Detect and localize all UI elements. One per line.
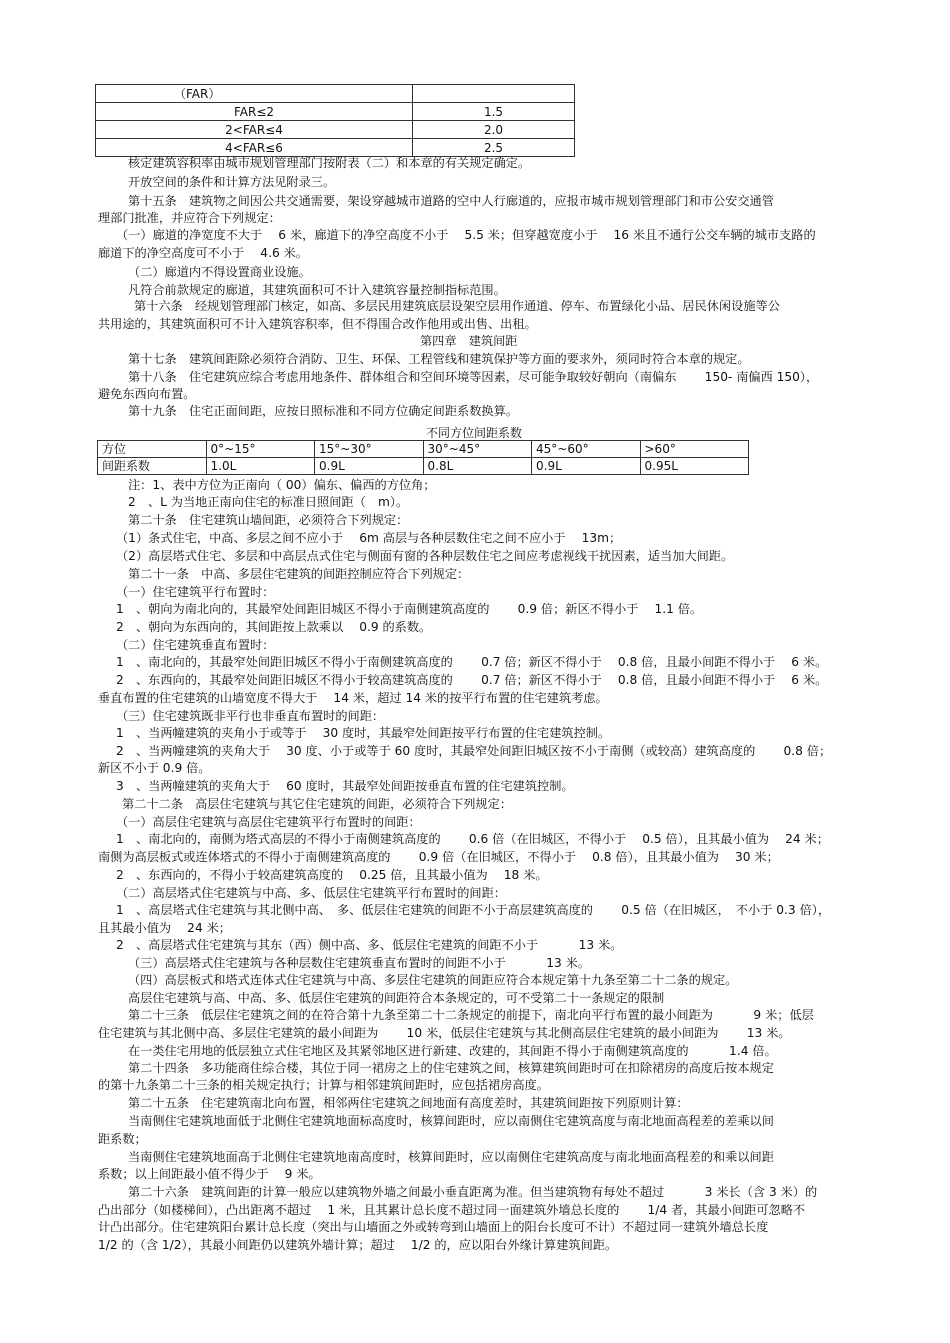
paragraph-line: 2 、东西向的，不得小于较高建筑高度的 0.25 倍，且其最小值为 18 米。	[116, 868, 548, 882]
value-cell: 1.5	[413, 103, 575, 121]
table-cell: 1.0L	[206, 458, 315, 475]
paragraph-line: （一）住宅建筑平行布置时：	[116, 585, 275, 599]
paragraph-line: 1/2 的（含 1/2），其最小间距仍以建筑外墙计算；超过 1/2 的，应以阳台外缘计算建筑间距。	[98, 1238, 618, 1252]
paragraph-line: 第二十条 住宅建筑山墙间距，必须符合下列规定：	[128, 513, 409, 527]
paragraph-line: 2 、东西向的，其最窄处间距旧城区不得小于较高建筑高度的 0.7 倍；新区不得小于 0.8 倍，且最小间距不得小于 6 米。	[116, 673, 828, 687]
paragraph-line: 系数；以上间距最小值不得少于 9 米。	[98, 1167, 321, 1181]
paragraph-line: 第十七条 建筑间距除必须符合消防、卫生、环保、工程管线和建筑保护等方面的要求外，须同时符合本章的规定。	[128, 352, 750, 366]
paragraph-line: 第十八条 住宅建筑应综合考虑用地条件、群体组合和空间环境等因素，尽可能争取较好朝向（南偏东 150- 南偏西 150），	[128, 370, 819, 384]
paragraph-line: 共用途的，其建筑面积可不计入建筑容积率，但不得围合改作他用或出售、出租。	[98, 317, 537, 331]
paragraph-line: 第二十一条 中高、多层住宅建筑的间距控制应符合下列规定：	[128, 567, 470, 581]
paragraph-line: 理部门批准，并应符合下列规定：	[98, 211, 281, 225]
paragraph-line: 第十五条 建筑物之间因公共交通需要，架设穿越城市道路的空中人行廊道的，应报市城市规划管理部门和市公安交通管	[128, 194, 774, 208]
paragraph-line: 凸出部分（如楼梯间），凸出距离不超过 1 米，且其累计总长度不超过同一面建筑外墙总长度的 1/4 者，其最小间距可忽略不	[98, 1203, 806, 1217]
table-row	[96, 85, 575, 103]
table-cell: 0°~15°	[206, 441, 315, 458]
paragraph-line: （二）廊道内不得设置商业设施。	[128, 265, 311, 279]
paragraph-line: 1 、朝向为南北向的，其最窄处间距旧城区不得小于南侧建筑高度的 0.9 倍；新区不得小于 1.1 倍。	[116, 602, 703, 616]
far-table	[95, 84, 575, 157]
paragraph-line: 1 、南北向的，南侧为塔式高层的不得小于南侧建筑高度的 0.6 倍（在旧城区，不得小于 0.5 倍），且其最小值为 24 米；	[116, 832, 829, 846]
table-row	[96, 103, 575, 121]
paragraph-line: （2）高层塔式住宅、多层和中高层点式住宅与侧面有窗的各种层数住宅之间应考虑视线干扰因素，适当加大间距。	[116, 549, 734, 563]
table-cell: 15°~30°	[315, 441, 424, 458]
table-title: 不同方位间距系数	[426, 426, 523, 440]
paragraph-line: 注：1、表中方位为正南向（ 00）偏东、偏西的方位角；	[128, 478, 436, 492]
far-cell: 2<FAR≤4	[96, 121, 413, 139]
paragraph-line: 第十六条 经规划管理部门核定，如高、多层民用建筑底层设架空层用作通道、停车、布置绿化小品、居民休闲设施等公	[134, 299, 780, 313]
far-cell: FAR≤2	[96, 103, 413, 121]
paragraph-line: 住宅建筑与其北侧中高、多层住宅建筑的最小间距为 10 米，低层住宅建筑与其北侧高层住宅建筑的最小间距为 13 米。	[98, 1026, 791, 1040]
table-row	[98, 458, 749, 475]
paragraph-line: 在一类住宅用地的低层独立式住宅地区及其紧邻地区进行新建、改建的，其间距不得小于南侧建筑高度的 1.4 倍。	[128, 1044, 777, 1058]
paragraph-line: 且其最小值为 24 米；	[98, 921, 231, 935]
paragraph-line: （1）条式住宅，中高、多层之间不应小于 6m 高层与各种层数住宅之间不应小于 13m；	[116, 531, 622, 545]
paragraph-line: 开放空间的条件和计算方法见附录三。	[128, 175, 336, 189]
paragraph-line: 2 、高层塔式住宅建筑与其东（西）侧中高、多、低层住宅建筑的间距不小于 13 米。	[116, 938, 623, 952]
table-cell: 30°~45°	[423, 441, 532, 458]
table-cell: 间距系数	[98, 458, 207, 475]
paragraph-line: 第二十三条 低层住宅建筑之间的在符合第十九条至第二十二条规定的前提下，南北向平行布置的最小间距为 9 米；低层	[128, 1008, 814, 1022]
table-cell: 0.9L	[532, 458, 641, 475]
paragraph-line: 2 、L 为当地正南向住宅的标准日照间距（ m）。	[128, 495, 409, 509]
paragraph-line: 距系数；	[98, 1132, 147, 1146]
table-cell: 0.9L	[315, 458, 424, 475]
value-cell: 2.0	[413, 121, 575, 139]
paragraph-line: （四）高层板式和塔式连体式住宅建筑与中高、多层住宅建筑的间距应符合本规定第十九条至第二十二条的规定。	[128, 973, 738, 987]
paragraph-line: 垂直布置的住宅建筑的山墙宽度不得大于 14 米，超过 14 米的按平行布置的住宅建筑考虑。	[98, 691, 608, 705]
paragraph-line: 凡符合前款规定的廊道，其建筑面积可不计入建筑容量控制指标范围。	[128, 283, 506, 297]
paragraph-line: 南侧为高层板式或连体塔式的不得小于南侧建筑高度的 0.9 倍（在旧城区，不得小于 0.8 倍），且其最小值为 30 米；	[98, 850, 779, 864]
paragraph-line: 1 、高层塔式住宅建筑与其北侧中高、 多、低层住宅建筑的间距不小于高层建筑高度的 0.5 倍（在旧城区， 不小于 0.3 倍），	[116, 903, 831, 917]
paragraph-line: 1 、当两幢建筑的夹角小于或等于 30 度时，其最窄处间距按平行布置的住宅建筑控制。	[116, 726, 611, 740]
paragraph-line: 1 、南北向的，其最窄处间距旧城区不得小于南侧建筑高度的 0.7 倍；新区不得小于 0.8 倍，且最小间距不得小于 6 米。	[116, 655, 828, 669]
paragraph-line: 新区不小于 0.9 倍。	[98, 761, 211, 775]
direction-table	[97, 440, 749, 475]
table-row	[98, 441, 749, 458]
paragraph-line: 第二十二条 高层住宅建筑与其它住宅建筑的间距，必须符合下列规定：	[122, 797, 512, 811]
value-cell: 2.5	[413, 139, 575, 157]
table-cell: >60°	[640, 441, 749, 458]
paragraph-line: 避免东西向布置。	[98, 387, 196, 401]
table-cell: 45°~60°	[532, 441, 641, 458]
paragraph-line: 2 、当两幢建筑的夹角大于 30 度、小于或等于 60 度时，其最窄处间距旧城区按不小于南侧（或较高）建筑高度的 0.8 倍；	[116, 744, 832, 758]
paragraph-line: （三）高层塔式住宅建筑与各种层数住宅建筑垂直布置时的间距不小于 13 米。	[128, 956, 591, 970]
paragraph-line: 第十九条 住宅正面间距，应按日照标准和不同方位确定间距系数换算。	[128, 404, 518, 418]
paragraph-line: 当南侧住宅建筑地面低于北侧住宅建筑地面标高度时，核算间距时，应以南侧住宅建筑高度与南北地面高程差的差乘以间	[128, 1114, 774, 1128]
far-header-empty	[413, 85, 575, 103]
paragraph-line: 高层住宅建筑与高、中高、多、低层住宅建筑的间距符合本条规定的，可不受第二十一条规定的限制	[128, 991, 665, 1005]
paragraph-line: 廊道下的净空高度可不小于 4.6 米。	[98, 246, 308, 260]
table-row	[96, 139, 575, 157]
paragraph-line: 的第十九条第二十三条的相关规定执行；计算与相邻建筑间距时，应包括裙房高度。	[98, 1078, 549, 1092]
table-row	[96, 121, 575, 139]
paragraph-line: 第二十六条 建筑间距的计算一般应以建筑物外墙之间最小垂直距离为准。但当建筑物有每处不超过 3 米长（含 3 米）的	[128, 1185, 818, 1199]
far-header-cell: （FAR）	[96, 85, 413, 103]
paragraph-line: （三）住宅建筑既非平行也非垂直布置时的间距：	[116, 709, 385, 723]
paragraph-line: 当南侧住宅建筑地面高于北侧住宅建筑地南高度时，核算间距时，应以南侧住宅建筑高度与南北地面高程差的和乘以间距	[128, 1150, 774, 1164]
paragraph-line: （一）高层住宅建筑与高层住宅建筑平行布置时的间距：	[116, 815, 421, 829]
table-cell: 0.8L	[423, 458, 532, 475]
paragraph-line: （二）高层塔式住宅建筑与中高、多、低层住宅建筑平行布置时的间距：	[116, 886, 506, 900]
chapter-heading: 第四章 建筑间距	[420, 334, 518, 348]
paragraph-line: 第二十五条 住宅建筑南北向布置，相邻两住宅建筑之间地面有高度差时，其建筑间距按下列原则计算：	[128, 1096, 689, 1110]
paragraph-line: 2 、朝向为东西向的，其间距按上款乘以 0.9 的系数。	[116, 620, 432, 634]
paragraph-line: （一）廊道的净宽度不大于 6 米，廊道下的净空高度不小于 5.5 米；但穿越宽度小于 16 米且不通行公交车辆的城市支路的	[116, 228, 816, 242]
paragraph-line: 3 、当两幢建筑的夹角大于 60 度时，其最窄处间距按垂直布置的住宅建筑控制。	[116, 779, 574, 793]
table-cell: 方位	[98, 441, 207, 458]
far-cell: 4<FAR≤6	[96, 139, 413, 157]
paragraph-line: 第二十四条 多功能商住综合楼，其位于同一裙房之上的住宅建筑之间，核算建筑间距时可在扣除裙房的高度后按本规定	[128, 1061, 774, 1075]
table-cell: 0.95L	[640, 458, 749, 475]
paragraph-line: （二）住宅建筑垂直布置时：	[116, 638, 275, 652]
paragraph-line: 核定建筑容积率由城市规划管理部门按附表（二）和本章的有关规定确定。	[128, 156, 531, 170]
paragraph-line: 计凸出部分。住宅建筑阳台累计总长度（突出与山墙面之外或转弯到山墙面上的阳台长度可不计）不超过同一建筑外墙总长度	[98, 1220, 769, 1234]
